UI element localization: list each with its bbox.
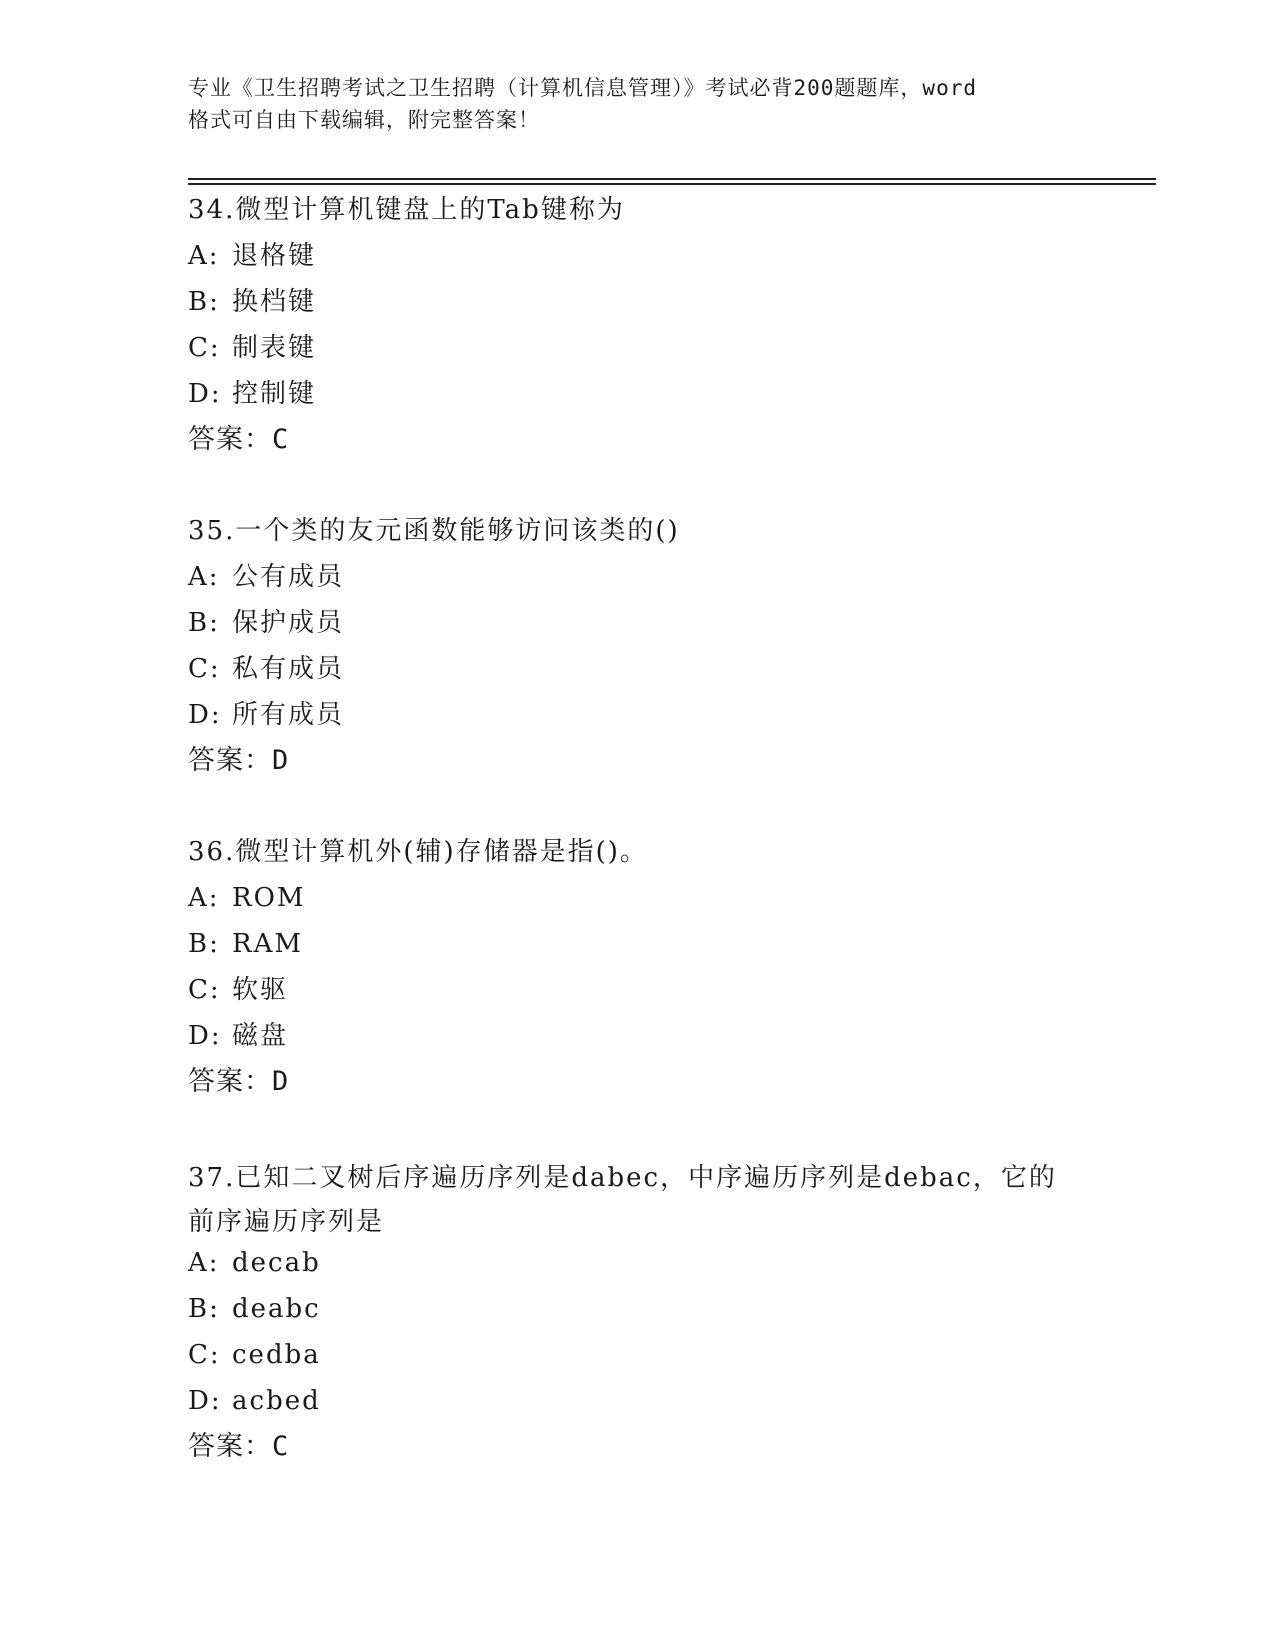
option-letter: D: <box>188 379 222 409</box>
option-letter: C: <box>188 1340 221 1370</box>
option-text: 所有成员 <box>232 700 345 730</box>
option-text: 退格键 <box>232 241 317 271</box>
option-letter: A: <box>188 1248 220 1278</box>
document-header <box>188 72 1088 136</box>
option-text: 软驱 <box>232 975 289 1005</box>
question-37 <box>188 1156 1148 1476</box>
option-d <box>188 1384 1148 1430</box>
option-text: 公有成员 <box>232 562 345 592</box>
answer-line: 答案：D <box>188 1066 290 1097</box>
option-text: 磁盘 <box>232 1021 289 1051</box>
option-c <box>188 652 1148 698</box>
question-36 <box>188 835 1148 1111</box>
option-d <box>188 377 1148 423</box>
option-text: deabc <box>232 1294 321 1324</box>
option-b <box>188 927 1148 973</box>
option-c <box>188 331 1148 377</box>
option-text: 控制键 <box>232 379 317 409</box>
answer-line: 答案：D <box>188 745 290 776</box>
question-title: 34.微型计算机键盘上的Tab键称为 <box>188 195 625 225</box>
question-35 <box>188 514 1148 790</box>
question-title: 36.微型计算机外(辅)存储器是指()。 <box>188 837 648 867</box>
option-text: decab <box>232 1248 321 1278</box>
header-line-2: 格式可自由下载编辑，附完整答案！ <box>188 108 540 132</box>
option-text: acbed <box>232 1386 321 1416</box>
option-letter: C: <box>188 975 221 1005</box>
option-letter: B: <box>188 608 220 638</box>
answer-line: 答案：C <box>188 1431 290 1462</box>
header-divider-bottom <box>188 183 1156 185</box>
question-title: 37.已知二叉树后序遍历序列是dabec，中序遍历序列是debac，它的前序遍历序列是 <box>188 1163 1057 1237</box>
option-text: cedba <box>232 1340 321 1370</box>
option-b <box>188 1292 1148 1338</box>
option-c <box>188 1338 1148 1384</box>
option-text: 换档键 <box>232 287 317 317</box>
option-text: 保护成员 <box>232 608 345 638</box>
option-letter: C: <box>188 654 221 684</box>
option-letter: A: <box>188 883 220 913</box>
answer-line: 答案：C <box>188 424 290 455</box>
option-a <box>188 239 1148 285</box>
option-letter: D: <box>188 700 222 730</box>
option-letter: D: <box>188 1021 222 1051</box>
option-letter: B: <box>188 1294 220 1324</box>
header-line-1: 专业《卫生招聘考试之卫生招聘（计算机信息管理）》考试必背200题题库，word <box>188 76 977 100</box>
option-c <box>188 973 1148 1019</box>
question-34 <box>188 193 1148 469</box>
option-a <box>188 881 1148 927</box>
question-title: 35.一个类的友元函数能够访问该类的() <box>188 516 680 546</box>
option-a <box>188 1246 1148 1292</box>
option-letter: C: <box>188 333 221 363</box>
option-letter: A: <box>188 562 220 592</box>
option-b <box>188 285 1148 331</box>
option-text: 私有成员 <box>232 654 345 684</box>
option-letter: A: <box>188 241 220 271</box>
option-letter: D: <box>188 1386 222 1416</box>
header-divider-top <box>188 178 1156 180</box>
option-d <box>188 1019 1148 1065</box>
option-text: 制表键 <box>232 333 317 363</box>
option-text: RAM <box>232 929 303 959</box>
option-text: ROM <box>232 883 306 913</box>
option-letter: B: <box>188 929 220 959</box>
option-b <box>188 606 1148 652</box>
option-a <box>188 560 1148 606</box>
option-letter: B: <box>188 287 220 317</box>
option-d <box>188 698 1148 744</box>
